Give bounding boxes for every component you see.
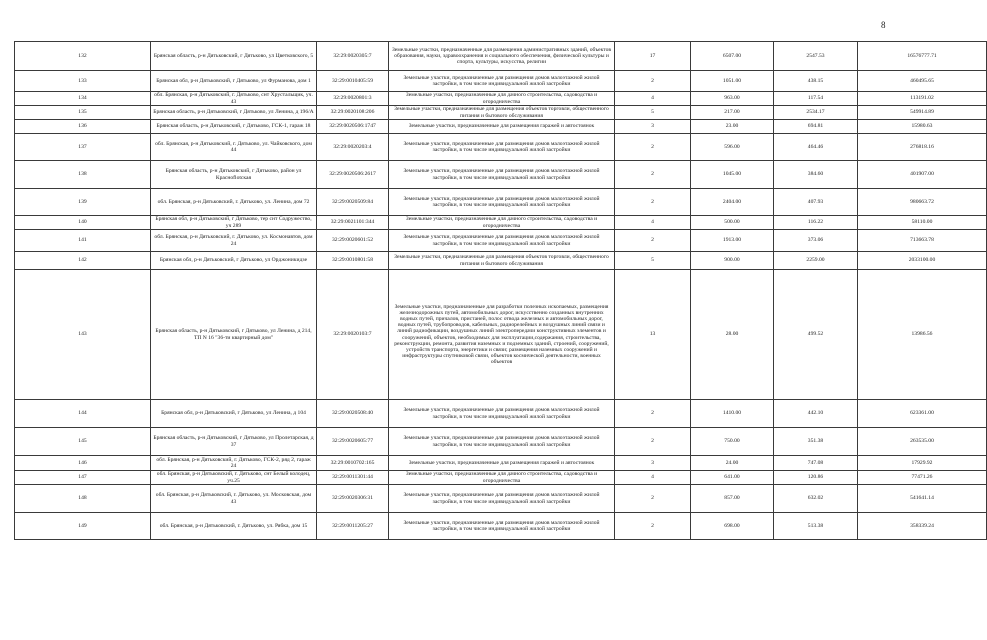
row-number-cell: 139: [15, 189, 151, 216]
cadastral-number-cell: 32:29:0011205:27: [317, 513, 389, 540]
cadastral-number-cell: 32:29:0021101:344: [317, 216, 389, 230]
address-cell: Брянская область, р-н Дятьковский, г Дятьково, ул Ленина, д 214, ТП N 16 "36-ти квартирный дом": [151, 270, 317, 400]
cadastral-number-cell: 32:29:0020108:206: [317, 106, 389, 120]
address-cell: обл. Брянская, р-н Дятьковский, г. Дятьково, ГСК-2, ряд 2, гараж 24: [151, 456, 317, 471]
address-cell: обл. Брянская, р-н Дятьковский, г. Дятьково, снт Хрустальщик, уч. 43: [151, 92, 317, 106]
group-cell: 2: [615, 400, 691, 428]
group-cell: 2: [615, 513, 691, 540]
land-use-cell: Земельные участки, предназначенные для размещения домов малоэтажной жилой застройки, в том числе индивидуальной жилой застройки: [389, 513, 615, 540]
land-use-cell: Земельные участки, предназначенные для дачного строительства, садоводства и огородничества: [389, 216, 615, 230]
table-row: [15, 134, 987, 161]
area-cell: 217.00: [691, 106, 774, 120]
area-cell: 750.00: [691, 428, 774, 456]
cadastral-number-cell: 32:29:0020103:7: [317, 270, 389, 400]
cadastral-number-cell: 32:29:0020305:7: [317, 42, 389, 71]
cadastral-number-cell: 32:29:0010405:59: [317, 71, 389, 92]
row-number-cell: 146: [15, 456, 151, 471]
group-cell: 3: [615, 120, 691, 134]
land-use-cell: Земельные участки, предназначенные для дачного строительства, садоводства и огородничества: [389, 92, 615, 106]
cadastral-number-cell: 32:29:0020203:4: [317, 134, 389, 161]
land-use-cell: Земельные участки, предназначенные для размещения объектов торговли, общественного питания и бытового обслуживания: [389, 106, 615, 120]
cadastral-cost-cell: 58110.00: [858, 216, 987, 230]
cadastral-cost-cell: 17929.92: [858, 456, 987, 471]
table-row: [15, 252, 987, 270]
land-use-cell: Земельные участки, предназначенные для размещения домов малоэтажной жилой застройки, в том числе индивидуальной жилой застройки: [389, 230, 615, 252]
table-row: [15, 216, 987, 230]
table-row: [15, 270, 987, 400]
table-row: [15, 189, 987, 216]
address-cell: обл. Брянская, р-н Дятьковский, г. Дятьково, ул. Ленина, дом 72: [151, 189, 317, 216]
address-cell: обл. Брянская, р-н Дятьковский, г. Дятьково, снт Белый колодец, уч.25: [151, 471, 317, 485]
cadastral-number-cell: 32:29:0011301:44: [317, 471, 389, 485]
group-cell: 2: [615, 485, 691, 513]
page-number: 8: [881, 20, 886, 30]
cadastral-number-cell: 32:29:0020506:1747: [317, 120, 389, 134]
address-cell: Брянская обл, р-н Дятьковский, г Дятьково, тер снт Содружество, уч 289: [151, 216, 317, 230]
row-number-cell: 147: [15, 471, 151, 485]
area-cell: 6507.00: [691, 42, 774, 71]
row-number-cell: 148: [15, 485, 151, 513]
group-cell: 2: [615, 71, 691, 92]
row-number-cell: 149: [15, 513, 151, 540]
area-cell: 2404.00: [691, 189, 774, 216]
cadastral-number-cell: 32:29:0020605:77: [317, 428, 389, 456]
cadastral-cost-cell: 623361.00: [858, 400, 987, 428]
table-row: [15, 400, 987, 428]
address-cell: Брянская обл, р-н Дятьковский, г Дятьково, ул Орджоникидзе: [151, 252, 317, 270]
row-number-cell: 136: [15, 120, 151, 134]
cadastral-cost-cell: 460495.65: [858, 71, 987, 92]
table-body: [15, 42, 987, 540]
group-cell: 4: [615, 92, 691, 106]
address-cell: Брянская обл, р-н Дятьковский, г Дятьково, ул Фурманова, дом 1: [151, 71, 317, 92]
specific-value-cell: 499.52: [774, 270, 858, 400]
cadastral-number-cell: 32:29:0020801:3: [317, 92, 389, 106]
land-use-cell: Земельные участки, предназначенные для размещения гаражей и автостоянок: [389, 120, 615, 134]
area-cell: 596.00: [691, 134, 774, 161]
cadastral-cost-cell: 713663.78: [858, 230, 987, 252]
land-use-cell: Земельные участки, предназначенные для размещения гаражей и автостоянок: [389, 456, 615, 471]
cadastral-number-cell: 32:29:0020601:52: [317, 230, 389, 252]
group-cell: 2: [615, 189, 691, 216]
specific-value-cell: 120.86: [774, 471, 858, 485]
area-cell: 1051.00: [691, 71, 774, 92]
group-cell: 17: [615, 42, 691, 71]
cadastral-cost-cell: 263535.00: [858, 428, 987, 456]
row-number-cell: 143: [15, 270, 151, 400]
cadastral-cost-cell: 541641.14: [858, 485, 987, 513]
address-cell: обл. Брянская, р-н Дятьковский, г. Дятьково, ул. Чайковского, дом 44: [151, 134, 317, 161]
table-row: [15, 471, 987, 485]
area-cell: 500.00: [691, 216, 774, 230]
cadastral-number-cell: 32:29:0010801:58: [317, 252, 389, 270]
land-use-cell: Земельные участки, предназначенные для размещения домов малоэтажной жилой застройки, в том числе индивидуальной жилой застройки: [389, 161, 615, 189]
cadastral-cost-cell: 13986.56: [858, 270, 987, 400]
cadastral-cost-cell: 980663.72: [858, 189, 987, 216]
specific-value-cell: 407.93: [774, 189, 858, 216]
cadastral-cost-cell: 276818.16: [858, 134, 987, 161]
row-number-cell: 142: [15, 252, 151, 270]
land-use-cell: Земельные участки, предназначенные для размещения домов малоэтажной жилой застройки, в том числе индивидуальной жилой застройки: [389, 189, 615, 216]
cadastral-number-cell: 32:29:0020506:2617: [317, 161, 389, 189]
table-row: [15, 106, 987, 120]
land-use-cell: Земельные участки, предназначенные для размещения домов малоэтажной жилой застройки, в том числе индивидуальной жилой застройки: [389, 485, 615, 513]
area-cell: 857.00: [691, 485, 774, 513]
group-cell: 13: [615, 270, 691, 400]
land-use-cell: Земельные участки, предназначенные для размещения домов малоэтажной жилой застройки, в том числе индивидуальной жилой застройки: [389, 71, 615, 92]
land-use-cell: Земельные участки, предназначенные для размещения объектов торговли, общественного питания и бытового обслуживания: [389, 252, 615, 270]
cadastral-number-cell: 32:29:0020509:84: [317, 189, 389, 216]
specific-value-cell: 2547.53: [774, 42, 858, 71]
row-number-cell: 133: [15, 71, 151, 92]
cadastral-number-cell: 32:29:0020508:40: [317, 400, 389, 428]
cadastral-cost-cell: 358339.24: [858, 513, 987, 540]
row-number-cell: 144: [15, 400, 151, 428]
specific-value-cell: 351.38: [774, 428, 858, 456]
table-row: [15, 92, 987, 106]
address-cell: обл. Брянская, р-н Дятьковский, г. Дятьково, ул. Рябка, дом 15: [151, 513, 317, 540]
cadastral-number-cell: 32:29:0010702:165: [317, 456, 389, 471]
area-cell: 23.00: [691, 120, 774, 134]
land-use-cell: Земельные участки, предназначенные для размещения административных зданий, объектов образования, науки, здравоохранения и социального обеспечения, физической культуры и спорта, культуры, искусства, религии: [389, 42, 615, 71]
land-use-cell: Земельные участки, предназначенные для размещения домов малоэтажной жилой застройки, в том числе индивидуальной жилой застройки: [389, 400, 615, 428]
cadastral-cost-cell: 2033100.00: [858, 252, 987, 270]
group-cell: 4: [615, 216, 691, 230]
group-cell: 5: [615, 252, 691, 270]
address-cell: Брянская область, р-н Дятьковский, г Дятьково, ул Пролетарская, д 37: [151, 428, 317, 456]
group-cell: 5: [615, 106, 691, 120]
group-cell: 4: [615, 471, 691, 485]
area-cell: 641.00: [691, 471, 774, 485]
area-cell: 698.00: [691, 513, 774, 540]
table-row: [15, 456, 987, 471]
specific-value-cell: 2259.00: [774, 252, 858, 270]
specific-value-cell: 384.60: [774, 161, 858, 189]
area-cell: 24.00: [691, 456, 774, 471]
specific-value-cell: 373.06: [774, 230, 858, 252]
specific-value-cell: 464.46: [774, 134, 858, 161]
specific-value-cell: 438.15: [774, 71, 858, 92]
cadastral-cost-cell: 15980.63: [858, 120, 987, 134]
specific-value-cell: 442.10: [774, 400, 858, 428]
row-number-cell: 137: [15, 134, 151, 161]
group-cell: 2: [615, 230, 691, 252]
area-cell: 1913.00: [691, 230, 774, 252]
area-cell: 900.00: [691, 252, 774, 270]
cadastral-cost-cell: 549914.89: [858, 106, 987, 120]
land-use-cell: Земельные участки, предназначенные для размещения домов малоэтажной жилой застройки, в том числе индивидуальной жилой застройки: [389, 134, 615, 161]
area-cell: 28.00: [691, 270, 774, 400]
address-cell: Брянская область, р-н Дятьковский, г Дятьково, ГСК-1, гараж 18: [151, 120, 317, 134]
area-cell: 1045.00: [691, 161, 774, 189]
cadastral-value-table: [14, 41, 987, 540]
address-cell: обл. Брянская, р-н Дятьковский, г. Дятьково, ул. Космонавтов, дом 24: [151, 230, 317, 252]
specific-value-cell: 2534.17: [774, 106, 858, 120]
row-number-cell: 140: [15, 216, 151, 230]
row-number-cell: 138: [15, 161, 151, 189]
table-row: [15, 120, 987, 134]
group-cell: 3: [615, 456, 691, 471]
cadastral-cost-cell: 401907.00: [858, 161, 987, 189]
group-cell: 2: [615, 428, 691, 456]
address-cell: обл. Брянская, р-н Дятьковский, г. Дятьково, ул. Московская, дом 43: [151, 485, 317, 513]
table-row: [15, 428, 987, 456]
specific-value-cell: 116.22: [774, 216, 858, 230]
cadastral-cost-cell: 16576777.71: [858, 42, 987, 71]
address-cell: Брянская область, р-н Дятьковский, г Дятьково, ул Ленина, д 196/А: [151, 106, 317, 120]
row-number-cell: 134: [15, 92, 151, 106]
row-number-cell: 132: [15, 42, 151, 71]
table-row: [15, 161, 987, 189]
table-row: [15, 230, 987, 252]
specific-value-cell: 117.54: [774, 92, 858, 106]
group-cell: 2: [615, 161, 691, 189]
table-row: [15, 42, 987, 71]
table-row: [15, 513, 987, 540]
row-number-cell: 145: [15, 428, 151, 456]
group-cell: 2: [615, 134, 691, 161]
cadastral-cost-cell: 113191.02: [858, 92, 987, 106]
specific-value-cell: 747.08: [774, 456, 858, 471]
table-row: [15, 71, 987, 92]
cadastral-number-cell: 32:29:0020306:31: [317, 485, 389, 513]
specific-value-cell: 513.38: [774, 513, 858, 540]
cadastral-cost-cell: 77471.26: [858, 471, 987, 485]
area-cell: 1410.00: [691, 400, 774, 428]
specific-value-cell: 694.81: [774, 120, 858, 134]
land-use-cell: Земельные участки, предназначенные для размещения домов малоэтажной жилой застройки, в том числе индивидуальной жилой застройки: [389, 428, 615, 456]
land-use-cell: Земельные участки, предназначенные для дачного строительства, садоводства и огородничества: [389, 471, 615, 485]
land-use-cell: Земельные участки, предназначенные для разработки полезных ископаемых, размещения железнодорожных путей, автомобильных дорог, искусственно созданных внутренних водных путей, причалов, пристаней, полос отвода железных и автомобильных дорог, водных путей, трубопроводов, кабельных, радиорелейных и воздушных линий связи и линий радиофикации, воздушных линий электропередачи конструктивных элементов и сооружений, объектов, необходимых для эксплуатации,содержания, строительства, реконструкции, ремонта, развития наземных и подземных зданий, строений, сооружений, устройств транспорта, энергетики и связи; размещения наземных сооружений и инфраструктуры спутниковой связи, объектов космической деятельности, военных объектов: [389, 270, 615, 400]
table-row: [15, 485, 987, 513]
specific-value-cell: 632.02: [774, 485, 858, 513]
row-number-cell: 141: [15, 230, 151, 252]
address-cell: Брянская область, р-н Дятьковский, г Дятьково, район ул Красноflotская: [151, 161, 317, 189]
area-cell: 963.00: [691, 92, 774, 106]
address-cell: Брянская обл, р-н Дятьковский, г Дятьково, ул Ленина, д 104: [151, 400, 317, 428]
row-number-cell: 135: [15, 106, 151, 120]
address-cell: Брянская область, р-н Дятьковский, г Дятьково, ул Цветковского, 5: [151, 42, 317, 71]
